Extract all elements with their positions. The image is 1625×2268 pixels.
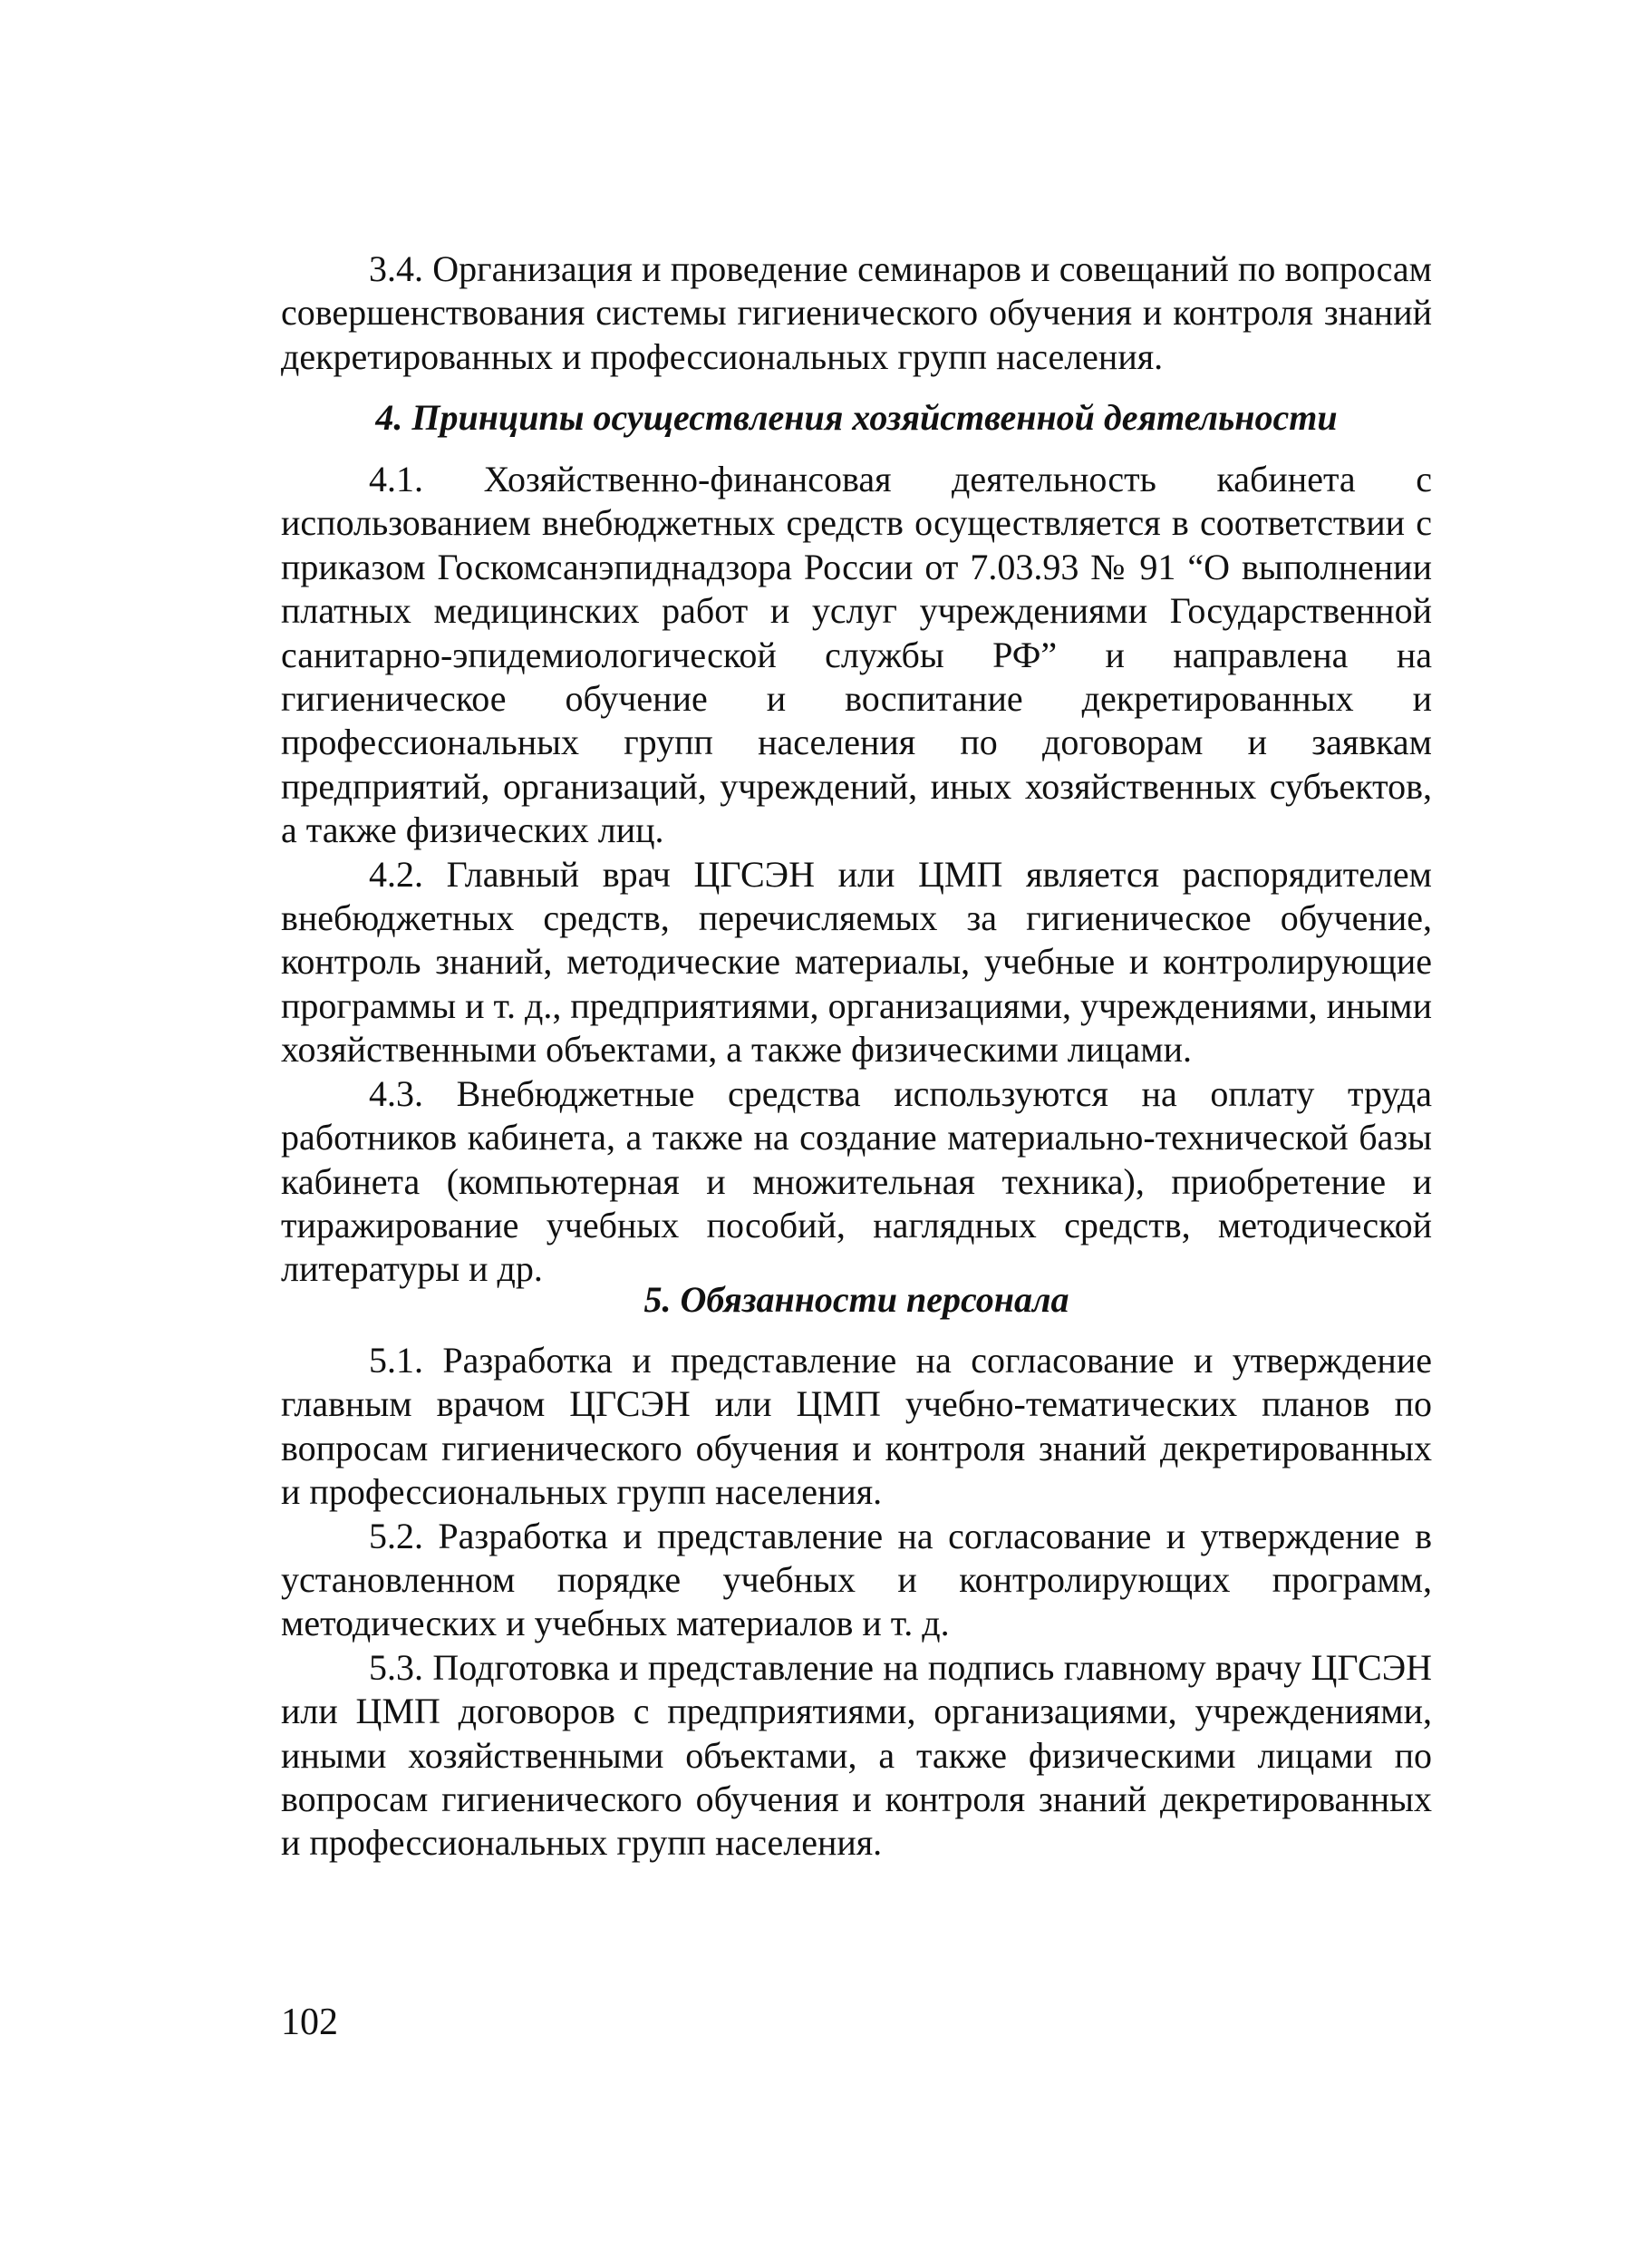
paragraph-4-1: 4.1. Хозяйственно-финансовая деятельность кабинета с использованием внебюджетных средств осуществляется в соответствии с приказом Госкомсанэпиднадзора России от 7.03.93 № 91 “О выполнении платных медицинских работ и услуг учреждениями Государственной санитарно-эпидемиологической службы РФ” и направлена на гигиеническое обучение и воспитание декретированных и профессиональных групп населения по договорам и заявкам предприятий, организаций, учреждений, иных хозяйственных субъектов, а также физических лиц. xyxy=(281,459,1432,851)
paragraph-3-4: 3.4. Организация и проведение семинаров и совещаний по вопросам совершенствования системы гигиенического обучения и контроля знаний декретированных и профессиональных групп населения. xyxy=(281,248,1432,377)
section-3-continuation xyxy=(281,247,1432,379)
section-4-body xyxy=(281,458,1432,1292)
page-number: 102 xyxy=(281,2001,338,2043)
section-5-body xyxy=(281,1339,1432,1866)
paragraph-5-2: 5.2. Разработка и представление на согласование и утверждение в установленном порядке учебных и контролирующих программ, методических и учебных материалов и т. д. xyxy=(281,1515,1432,1644)
paragraph-4-2: 4.2. Главный врач ЦГСЭН или ЦМП является распорядителем внебюджетных средств, перечисляемых за гигиеническое обучение, контроль знаний, методические материалы, учебные и контролирующие программы и т. д., предприятиями, организациями, учреждениями, иными хозяйственными объектами, а также физическими лицами. xyxy=(281,853,1432,1071)
section-4-heading: 4. Принципы осуществления хозяйственной деятельности xyxy=(375,397,1338,438)
paragraph-4-3: 4.3. Внебюджетные средства используются на оплату труда работников кабинета, а также на создание материально-технической базы кабинета (компьютерная и множительная техника), приобретение и тиражирование учебных пособий, наглядных средств, методической литературы и др. xyxy=(281,1072,1432,1290)
section-5-heading: 5. Обязанности персонала xyxy=(643,1279,1069,1320)
paragraph-5-3: 5.3. Подготовка и представление на подпись главному врачу ЦГСЭН или ЦМП договоров с предприятиями, организациями, учреждениями, иными хозяйственными объектами, а также физическими лицами по вопросам гигиенического обучения и контроля знаний декретированных и профессиональных групп населения. xyxy=(281,1646,1432,1864)
paragraph-5-1: 5.1. Разработка и представление на согласование и утверждение главным врачом ЦГСЭН или ЦМП учебно-тематических планов по вопросам гигиенического обучения и контроля знаний декретированных и профессиональных групп населения. xyxy=(281,1340,1432,1513)
